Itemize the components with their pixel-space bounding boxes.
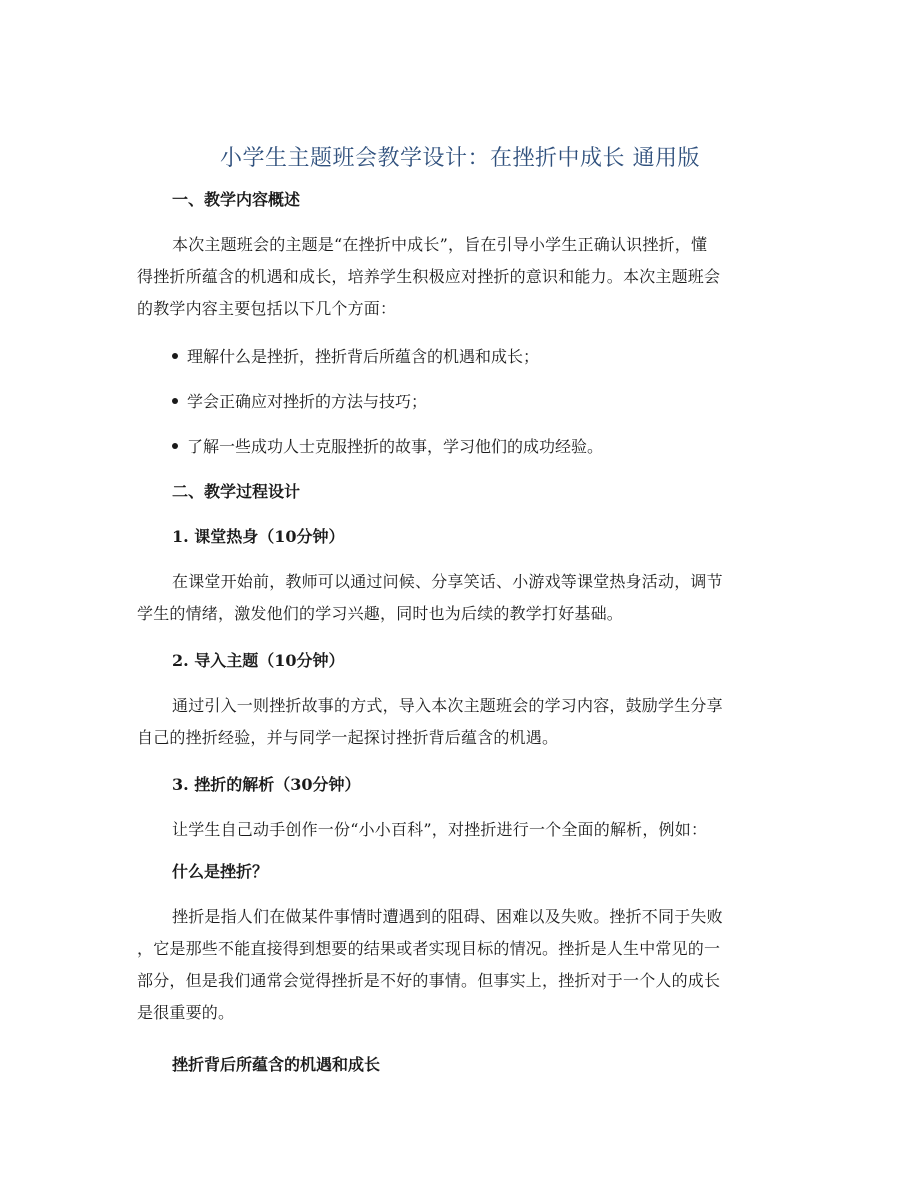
bullet-text: 了解一些成功人士克服挫折的故事，学习他们的成功经验。: [187, 437, 604, 456]
step3-paragraph: [172, 814, 792, 846]
paragraph-line: 通过引入一则挫折故事的方式，导入本次主题班会的学习内容，鼓励学生分享: [172, 696, 723, 715]
bullet-icon: [172, 353, 178, 359]
section1-intro-line: 本次主题班会的主题是“在挫折中成长”，旨在引导小学生正确认识挫折，懂: [172, 235, 708, 254]
bullet-text: 学会正确应对挫折的方法与技巧；: [187, 392, 428, 411]
section1-intro-line: 得挫折所蕴含的机遇和成长，培养学生积极应对挫折的意识和能力。本次主题班会: [137, 267, 721, 286]
list-item: [172, 435, 792, 459]
opportunity-heading: 挫折背后所蕴含的机遇和成长: [172, 1055, 381, 1074]
section2-heading: 二、教学过程设计: [172, 482, 301, 501]
section1-heading: 一、教学内容概述: [172, 190, 301, 209]
what-is-heading: 什么是挫折？: [172, 862, 269, 881]
paragraph-line: 让学生自己动手创作一份“小小百科”，对挫折进行一个全面的解析，例如：: [172, 820, 708, 839]
list-item: [172, 390, 792, 414]
paragraph-line: 自己的挫折经验，并与同学一起探讨挫折背后蕴含的机遇。: [137, 728, 559, 747]
what-is-paragraph: [137, 901, 792, 1029]
step2-paragraph: [137, 690, 792, 754]
paragraph-line: 是很重要的。: [137, 1003, 235, 1022]
paragraph-line: 挫折是指人们在做某件事情时遭遇到的阻碍、困难以及失败。挫折不同于失败: [172, 907, 723, 926]
document-title: 小学生主题班会教学设计：在挫折中成长 通用版: [220, 146, 700, 171]
step1-paragraph: [137, 566, 792, 630]
paragraph-line: 部分，但是我们通常会觉得挫折是不好的事情。但事实上，挫折对于一个人的成长: [137, 971, 721, 990]
list-item: [172, 345, 792, 369]
bullet-icon: [172, 443, 178, 449]
section1-intro: [137, 229, 792, 325]
bullet-text: 理解什么是挫折，挫折背后所蕴含的机遇和成长；: [187, 347, 540, 366]
paragraph-line: ，它是那些不能直接得到想要的结果或者实现目标的情况。挫折是人生中常见的一: [137, 939, 721, 958]
step2-heading: 2. 导入主题（10分钟）: [172, 651, 345, 670]
section1-intro-line: 的教学内容主要包括以下几个方面：: [137, 299, 397, 318]
paragraph-line: 在课堂开始前，教师可以通过问候、分享笑话、小游戏等课堂热身活动，调节: [172, 572, 723, 591]
step3-heading: 3. 挫折的解析（30分钟）: [172, 775, 361, 794]
paragraph-line: 学生的情绪，激发他们的学习兴趣，同时也为后续的教学打好基础。: [137, 604, 624, 623]
step1-heading: 1. 课堂热身（10分钟）: [172, 527, 345, 546]
bullet-icon: [172, 398, 178, 404]
